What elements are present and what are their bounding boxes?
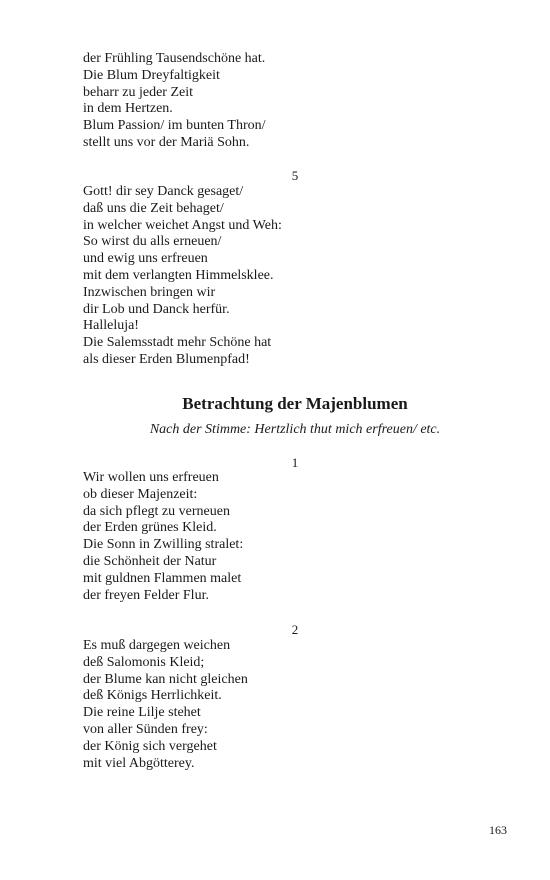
verse-line: mit guldnen Flammen malet [83,570,242,586]
stanza-number-1: 1 [291,455,299,470]
verse-line: Halleluja! [83,318,139,334]
verse-line: deß Königs Herrlichkeit. [83,688,222,704]
verse-line: der Erden grünes Kleid. [83,520,217,536]
verse-line: der Frühling Tausendschöne hat. [83,51,266,66]
stanza-number-2: 2 [291,622,299,637]
verse-line: in welcher weichet Angst und Weh: [83,217,282,233]
verse-line: dir Lob und Danck herfür. [83,301,230,317]
verse-line: So wirst du alls erneuen/ [83,234,222,250]
verse-line: Blum Passion/ im bunten Thron/ [83,118,266,134]
verse-line: als dieser Erden Blumenpfad! [83,351,250,367]
stanza-top [83,51,513,152]
stanza-1 [83,470,513,604]
verse-line: der Blume kan nicht gleichen [83,671,248,687]
stanza-number-5: 5 [291,168,299,183]
verse-line: in dem Hertzen. [83,101,173,117]
verse-line: mit dem verlangten Himmelsklee. [83,267,274,283]
verse-line: der König sich vergehet [83,738,217,754]
verse-line: da sich pflegt zu verneuen [83,503,230,519]
verse-line: von aller Sünden frey: [83,721,208,737]
melody-note: Nach der Stimme: Hertzlich thut mich erfreuen/ etc. [149,422,441,437]
verse-line: mit viel Abgötterey. [83,755,195,771]
verse-line: Wir wollen uns erfreuen [83,470,219,485]
verse-line: Die reine Lilje stehet [83,705,201,721]
song-title: Betrachtung der Majenblumen [182,394,408,413]
verse-line: ob dieser Majenzeit: [83,486,198,502]
verse-line: Die Sonn in Zwilling stralet: [83,537,244,553]
verse-line: stellt uns vor der Mariä Sohn. [83,134,250,150]
verse-line: beharr zu jeder Zeit [83,84,193,100]
verse-line: Es muß dargegen weichen [83,638,231,653]
stanza-2 [83,638,513,772]
verse-line: Die Blum Dreyfaltigkeit [83,67,220,83]
verse-line: Gott! dir sey Danck gesaget/ [83,184,244,199]
verse-line: Inzwischen bringen wir [83,284,216,300]
verse-line: die Schönheit der Natur [83,553,217,569]
stanza-5 [83,184,513,369]
verse-line: Die Salemsstadt mehr Schöne hat [83,335,272,351]
verse-line: deß Salomonis Kleid; [83,654,205,670]
page-number: 163 [489,823,507,837]
verse-line: daß uns die Zeit behaget/ [83,200,224,216]
verse-line: der freyen Felder Flur. [83,587,209,603]
verse-line: und ewig uns erfreuen [83,251,208,267]
